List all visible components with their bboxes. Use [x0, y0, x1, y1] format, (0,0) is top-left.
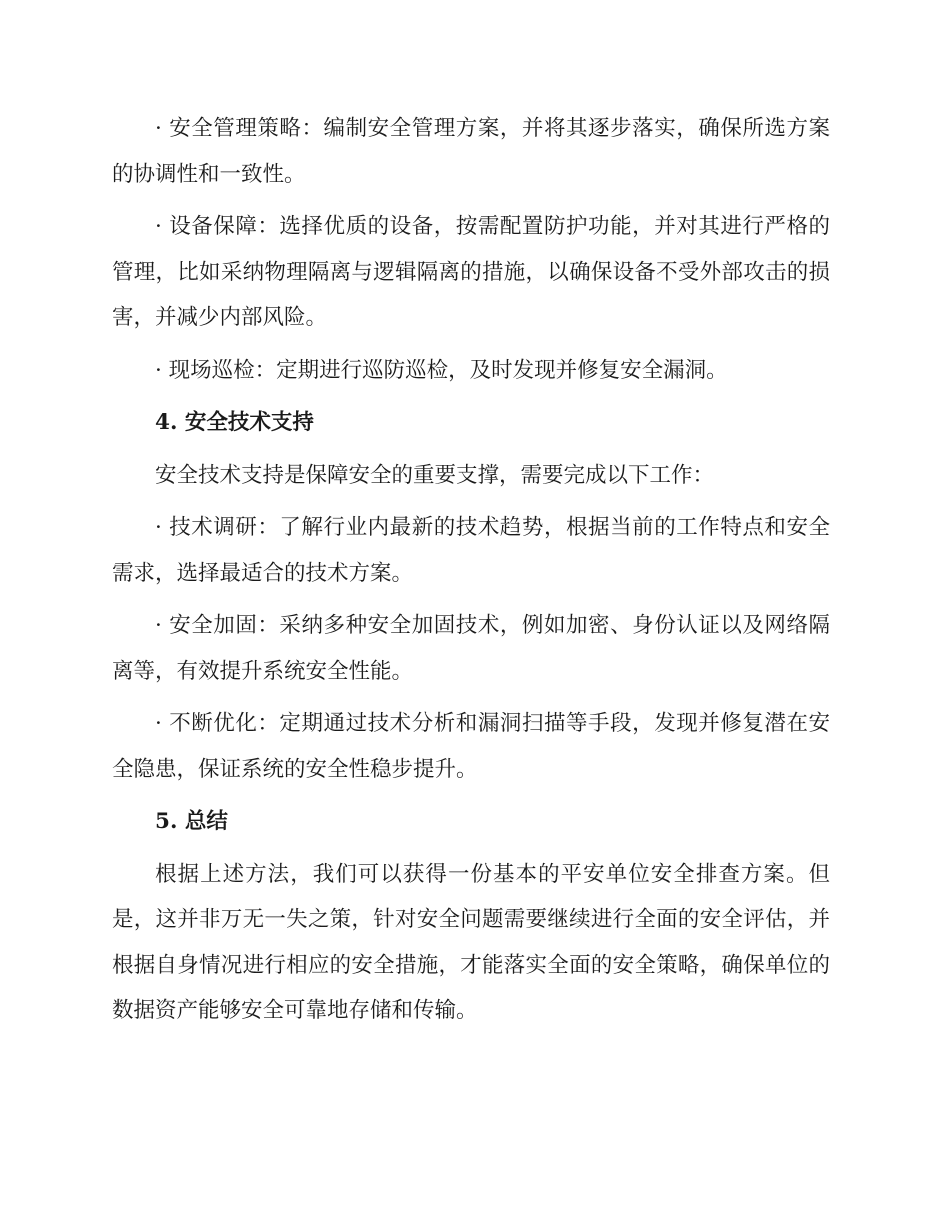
- summary-paragraph: 根据上述方法，我们可以获得一份基本的平安单位安全排查方案。但是，这并非万无一失之策，针对安全问题需要继续进行全面的安全评估，并根据自身情况进行相应的安全措施，才能落实全面的安全策略，确保单位的数据资产能够安全可靠地存储和传输。: [112, 861, 830, 1023]
- section-heading-summary: 5. 总结: [155, 809, 228, 834]
- document-page: [112, 106, 830, 1041]
- bullet-technical-research: · 技术调研：了解行业内最新的技术趋势，根据当前的工作特点和安全需求，选择最适合的技术方案。: [112, 515, 830, 586]
- bullet-security-management-strategy: · 安全管理策略：编制安全管理方案，并将其逐步落实，确保所选方案的协调性和一致性。: [112, 116, 830, 187]
- intro-security-tech-support: 安全技术支持是保障安全的重要支撑，需要完成以下工作：: [155, 462, 715, 488]
- bullet-security-hardening: · 安全加固：采纳多种安全加固技术，例如加密、身份认证以及网络隔离等，有效提升系统安全性能。: [112, 613, 830, 684]
- section-heading-security-tech-support: 4. 安全技术支持: [155, 410, 314, 435]
- bullet-equipment-assurance: · 设备保障：选择优质的设备，按需配置防护功能，并对其进行严格的管理，比如采纳物理隔离与逻辑隔离的措施，以确保设备不受外部攻击的损害，并减少内部风险。: [112, 214, 830, 330]
- bullet-on-site-inspection: · 现场巡检：定期进行巡防巡检，及时发现并修复安全漏洞。: [155, 357, 728, 383]
- bullet-continuous-optimization: · 不断优化：定期通过技术分析和漏洞扫描等手段，发现并修复潜在安全隐患，保证系统的安全性稳步提升。: [112, 711, 830, 782]
